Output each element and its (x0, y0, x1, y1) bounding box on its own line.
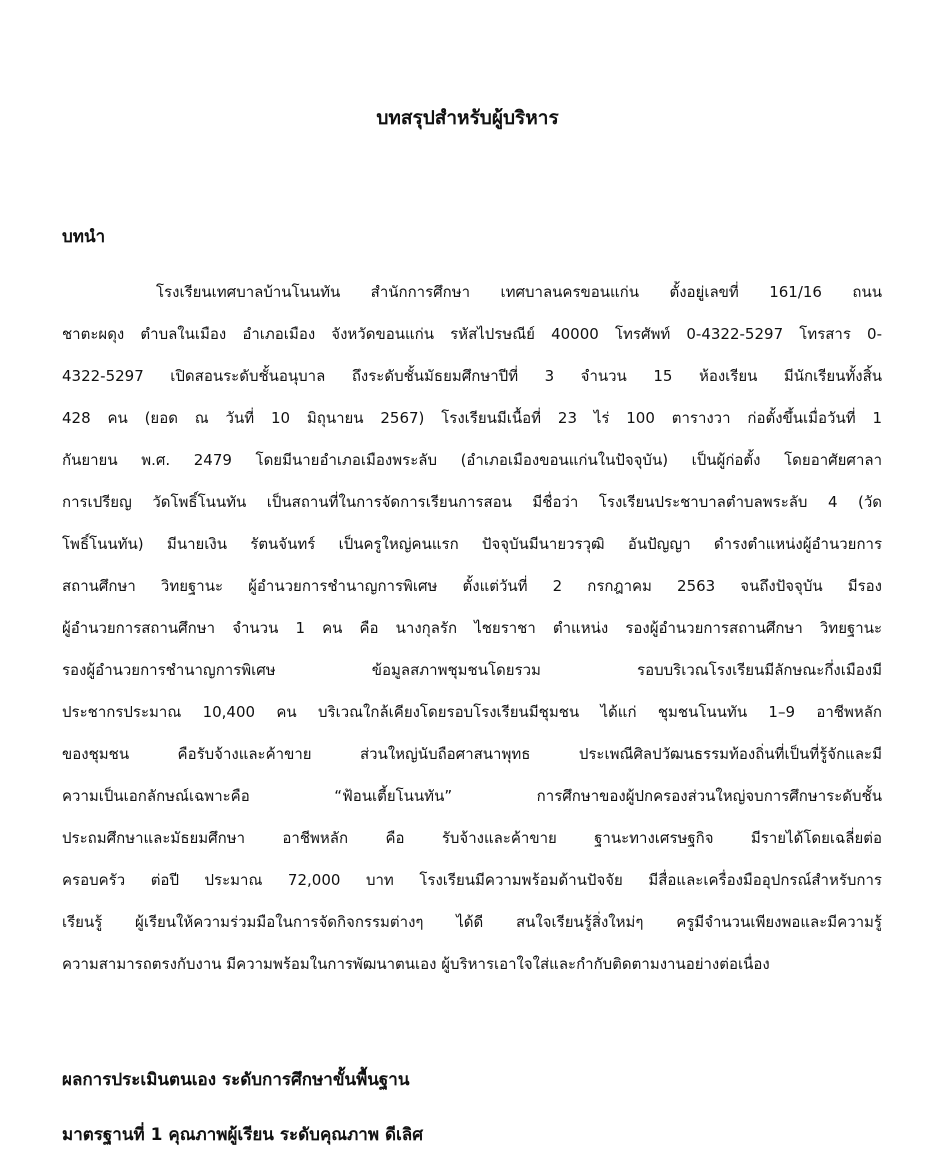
paragraph-line: โพธิ์โนนทัน) มีนายเงิน รัตนจันทร์ เป็นครูใหญ่คนแรก ปัจจุบันมีนายวรวุฒิ อันปัญญา ดำรงตำแหน่งผู้อำนวยการ (62, 535, 882, 553)
section-heading-self-assessment: ผลการประเมินตนเอง ระดับการศึกษาขั้นพื้นฐาน (62, 1070, 410, 1090)
paragraph-line: การเปรียญ วัดโพธิ์โนนทัน เป็นสถานที่ในการจัดการเรียนการสอน มีชื่อว่า โรงเรียนประชาบาลตำบลพระลับ 4 (วัด (62, 493, 882, 511)
paragraph-line: ประถมศึกษาและมัธยมศึกษา อาชีพหลัก คือ รับจ้างและค้าขาย ฐานะทางเศรษฐกิจ มีรายได้โดยเฉลี่ยต่อ (62, 829, 882, 847)
paragraph-line: เรียนรู้ ผู้เรียนให้ความร่วมมือในการจัดกิจกรรมต่างๆ ได้ดี สนใจเรียนรู้สิ่งใหม่ๆ ครูมีจำนวนเพียงพอและมีความรู้ (62, 913, 882, 931)
standard-heading: มาตรฐานที่ 1 คุณภาพผู้เรียน ระดับคุณภาพ ดีเลิศ (62, 1125, 424, 1145)
section-heading-intro: บทนำ (62, 227, 106, 247)
paragraph-line: ครอบครัว ต่อปี ประมาณ 72,000 บาท โรงเรียนมีความพร้อมด้านปัจจัย มีสื่อและเครื่องมืออุปกรณ์สำหรับการ (62, 871, 882, 889)
paragraph-line: ประชากรประมาณ 10,400 คน บริเวณใกล้เคียงโดยรอบโรงเรียนมีชุมชน ได้แก่ ชุมชนโนนทัน 1–9 อาชีพหลัก (62, 703, 882, 721)
document-title: บทสรุปสำหรับผู้บริหาร (376, 107, 559, 129)
paragraph-line: โรงเรียนเทศบาลบ้านโนนทัน สำนักการศึกษา เทศบาลนครขอนแก่น ตั้งอยู่เลขที่ 161/16 ถนน (156, 283, 882, 301)
intro-paragraph (62, 278, 882, 992)
paragraph-line: 428 คน (ยอด ณ วันที่ 10 มิถุนายน 2567) โรงเรียนมีเนื้อที่ 23 ไร่ 100 ตารางวา ก่อตั้งขึ้นเมื่อวันที่ 1 (62, 409, 882, 427)
paragraph-line: รองผู้อำนวยการชำนาญการพิเศษ ข้อมูลสภาพชุมชนโดยรวม รอบบริเวณโรงเรียนมีลักษณะกึ่งเมืองมี (62, 661, 882, 679)
paragraph-line: สถานศึกษา วิทยฐานะ ผู้อำนวยการชำนาญการพิเศษ ตั้งแต่วันที่ 2 กรกฎาคม 2563 จนถึงปัจจุบัน มีรอง (62, 577, 882, 595)
paragraph-line: กันยายน พ.ศ. 2479 โดยมีนายอำเภอเมืองพระลับ (อำเภอเมืองขอนแก่นในปัจจุบัน) เป็นผู้ก่อตั้ง โดยอาศัยศาลา (62, 451, 882, 469)
paragraph-line: ชาตะผดุง ตำบลในเมือง อำเภอเมือง จังหวัดขอนแก่น รหัสไปรษณีย์ 40000 โทรศัพท์ 0-4322-5297 โทรสาร 0- (62, 325, 882, 343)
paragraph-line: 4322-5297 เปิดสอนระดับชั้นอนุบาล ถึงระดับชั้นมัธยมศึกษาปีที่ 3 จำนวน 15 ห้องเรียน มีนักเรียนทั้งสิ้น (62, 367, 882, 385)
paragraph-line: ของชุมชน คือรับจ้างและค้าขาย ส่วนใหญ่นับถือศาสนาพุทธ ประเพณีศิลปวัฒนธรรมท้องถิ่นที่เป็นที่รู้จักและมี (62, 745, 882, 763)
paragraph-line: ความสามารถตรงกับงาน มีความพร้อมในการพัฒนาตนเอง ผู้บริหารเอาใจใส่และกำกับติดตามงานอย่างต่อเนื่อง (62, 955, 770, 973)
paragraph-line: ความเป็นเอกลักษณ์เฉพาะคือ “ฟ้อนเตี้ยโนนทัน” การศึกษาของผู้ปกครองส่วนใหญ่จบการศึกษาระดับชั้น (62, 787, 882, 805)
paragraph-line: ผู้อำนวยการสถานศึกษา จำนวน 1 คน คือ นางกุลรัก ไชยราชา ตำแหน่ง รองผู้อำนวยการสถานศึกษา วิทยฐานะ (62, 619, 882, 637)
